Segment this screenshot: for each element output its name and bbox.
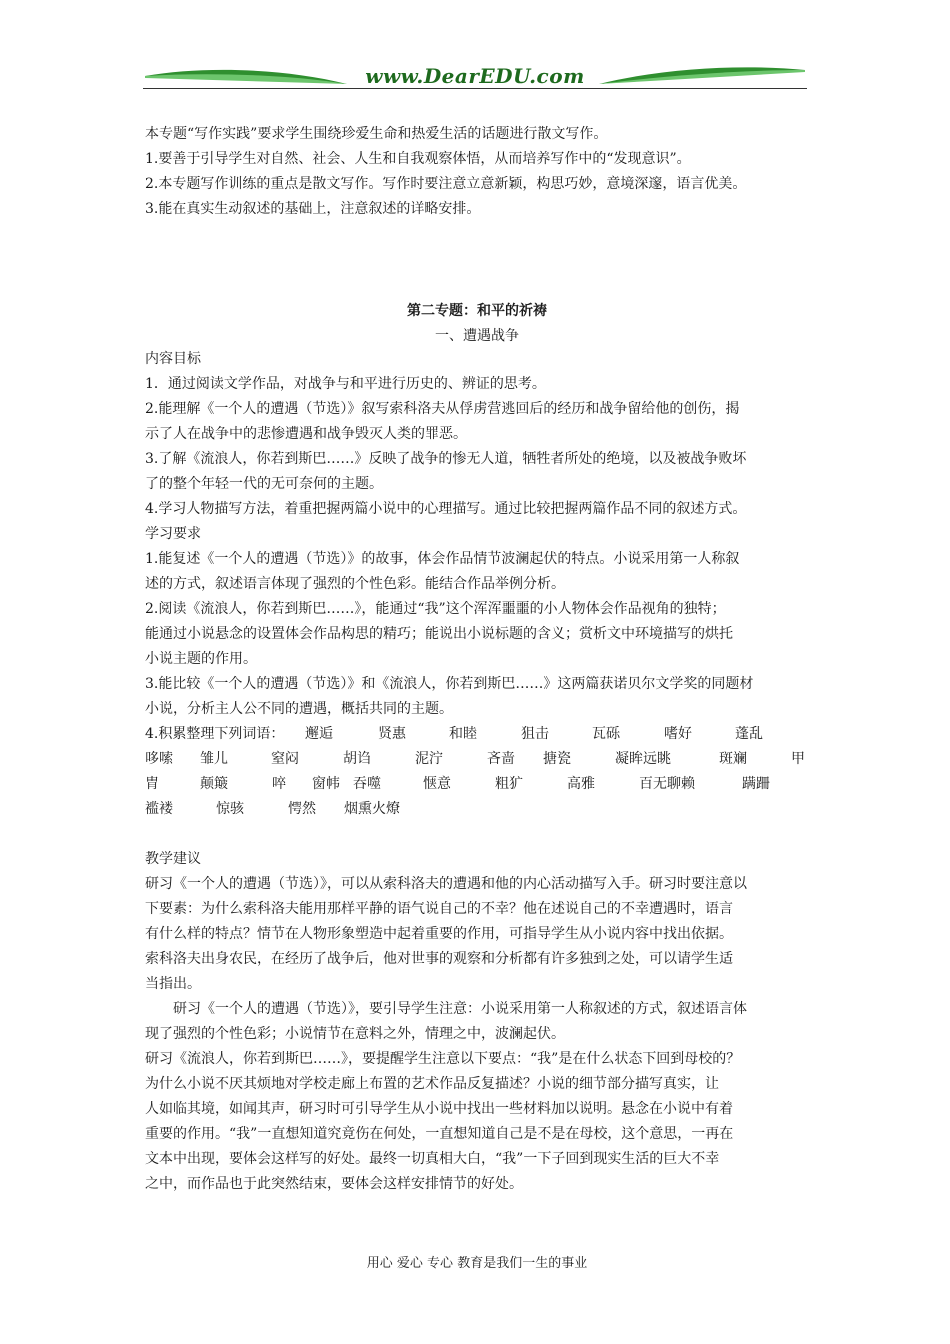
goals-line: 4.学习人物描写方法，着重把握两篇小说中的心理描写。通过比较把握两篇作品不同的叙述方式。 — [145, 501, 747, 517]
intro-line-2: 1.要善于引导学生对自然、社会、人生和自我观察体悟，从而培养写作中的“发现意识”。 — [145, 151, 691, 167]
vocab-word: 吝啬 — [487, 751, 515, 767]
vocab-word: 啐 — [272, 776, 286, 792]
teaching-line: 有什么样的特点？情节在人物形象塑造中起着重要的作用，可指导学生从小说内容中找出依据。 — [145, 926, 733, 942]
vocab-word: 胡诌 — [343, 751, 371, 767]
teaching-line: 为什么小说不厌其烦地对学校走廊上布置的艺术作品反复描述？小说的细节部分描写真实，让 — [145, 1076, 719, 1092]
vocab-word: 烟熏火燎 — [344, 801, 400, 817]
vocab-word: 泥泞 — [415, 751, 443, 767]
vocab-word: 凝眸远眺 — [615, 751, 671, 767]
vocab-word: 雏儿 — [200, 751, 228, 767]
vocab-intro: 4.积累整理下列词语： — [145, 726, 285, 742]
teaching-line: 研习《一个人的遭遇（节选）》，可以从索科洛夫的遭遇和他的内心活动描写入手。研习时要注意以 — [145, 876, 747, 892]
vocab-word: 粗犷 — [495, 776, 523, 792]
requirements-heading: 学习要求 — [145, 526, 201, 542]
page-footer: 用心 爱心 专心 教育是我们一生的事业 — [366, 1256, 588, 1271]
teaching-line: 之中，而作品也于此突然结束，要体会这样安排情节的好处。 — [145, 1176, 523, 1192]
teaching-heading: 教学建议 — [145, 851, 201, 867]
goals-line: 了的整个年轻一代的无可奈何的主题。 — [145, 476, 383, 492]
goals-line: 1．通过阅读文学作品，对战争与和平进行历史的、辨证的思考。 — [145, 376, 546, 392]
teaching-line: 人如临其境，如闻其声，研习时可引导学生从小说中找出一些材料加以说明。悬念在小说中有着 — [145, 1101, 733, 1117]
teaching-line: 研习《流浪人，你若到斯巴……》，要提醒学生注意以下要点：“我”是在什么状态下回到母校的？ — [145, 1051, 741, 1067]
section-title: 第二专题：和平的祈祷 — [407, 303, 547, 319]
requirements-line: 小说主题的作用。 — [145, 651, 257, 667]
vocab-word: 惊骇 — [216, 801, 244, 817]
requirements-line: 1.能复述《一个人的遭遇（节选）》的故事，体会作品情节波澜起伏的特点。小说采用第一人称叙 — [145, 551, 740, 567]
goals-heading: 内容目标 — [145, 351, 201, 367]
subsection-title: 一、遭遇战争 — [435, 328, 519, 344]
intro-line-1: 本专题“写作实践”要求学生围绕珍爱生命和热爱生活的话题进行散文写作。 — [145, 126, 608, 142]
vocab-word: 颠簸 — [200, 776, 228, 792]
teaching-line: 文本中出现，要体会这样写的好处。最终一切真相大白，“我”一下子回到现实生活的巨大不幸 — [145, 1151, 720, 1167]
vocab-word: 蹒跚 — [742, 776, 770, 792]
vocab-word: 窒闷 — [271, 751, 299, 767]
vocab-word: 嗜好 — [664, 726, 692, 742]
vocab-word: 褴褛 — [145, 801, 173, 817]
vocab-word: 斑斓 — [719, 751, 747, 767]
teaching-line: 索科洛夫出身农民，在经历了战争后，他对世事的观察和分析都有许多独到之处，可以请学生适 — [145, 951, 733, 967]
goals-line: 2.能理解《一个人的遭遇（节选）》叙写索科洛夫从俘虏营逃回后的经历和战争留给他的创伤，揭 — [145, 401, 740, 417]
goals-line: 3.了解《流浪人，你若到斯巴……》反映了战争的惨无人道，牺牲者所处的绝境，以及被战争败坏 — [145, 451, 747, 467]
vocab-word: 搪瓷 — [543, 751, 571, 767]
teaching-line: 研习《一个人的遭遇（节选）》，要引导学生注意：小说采用第一人称叙述的方式，叙述语言体 — [145, 1001, 747, 1017]
vocab-word: 蓬乱 — [735, 726, 763, 742]
teaching-line: 重要的作用。“我”一直想知道究竟伤在何处，一直想知道自己是不是在母校，这个意思，一再在 — [145, 1126, 734, 1142]
requirements-line: 小说，分析主人公不同的遭遇，概括共同的主题。 — [145, 701, 453, 717]
vocab-word: 百无聊赖 — [639, 776, 695, 792]
goals-line: 示了人在战争中的悲惨遭遇和战争毁灭人类的罪恶。 — [145, 426, 467, 442]
site-logo: www.DearEDU.com — [365, 64, 585, 88]
teaching-line: 现了强烈的个性色彩；小说情节在意料之外，情理之中，波澜起伏。 — [145, 1026, 565, 1042]
intro-line-4: 3.能在真实生动叙述的基础上，注意叙述的详略安排。 — [145, 201, 481, 217]
vocab-word: 贤惠 — [378, 726, 406, 742]
vocab-word: 哆嗦 — [145, 751, 173, 767]
vocab-word: 甲 — [791, 751, 805, 767]
vocab-word: 胄 — [145, 776, 159, 792]
requirements-line: 能通过小说悬念的设置体会作品构思的精巧；能说出小说标题的含义；赏析文中环境描写的烘托 — [145, 626, 733, 642]
teaching-line: 当指出。 — [145, 976, 201, 992]
header-rule — [143, 88, 807, 89]
vocab-word: 邂逅 — [305, 726, 333, 742]
requirements-line: 述的方式，叙述语言体现了强烈的个性色彩。能结合作品举例分析。 — [145, 576, 565, 592]
vocab-word: 高雅 — [567, 776, 595, 792]
vocab-word: 吞噬 — [353, 776, 381, 792]
vocab-word: 窗帏 — [312, 776, 340, 792]
requirements-line: 3.能比较《一个人的遭遇（节选）》和《流浪人，你若到斯巴……》这两篇获诺贝尔文学奖的同题材 — [145, 676, 754, 692]
teaching-line: 下要素：为什么索科洛夫能用那样平静的语气说自己的不幸？他在述说自己的不幸遭遇时，语言 — [145, 901, 733, 917]
intro-line-3: 2.本专题写作训练的重点是散文写作。写作时要注意立意新颖，构思巧妙，意境深邃，语言优美。 — [145, 176, 747, 192]
page-header — [143, 62, 807, 96]
requirements-line: 2.阅读《流浪人，你若到斯巴……》，能通过“我”这个浑浑噩噩的小人物体会作品视角的独特； — [145, 601, 726, 617]
vocab-word: 狙击 — [521, 726, 549, 742]
vocab-word: 惬意 — [423, 776, 451, 792]
vocab-word: 瓦砾 — [592, 726, 620, 742]
vocab-word: 愕然 — [288, 801, 316, 817]
vocab-word: 和睦 — [449, 726, 477, 742]
